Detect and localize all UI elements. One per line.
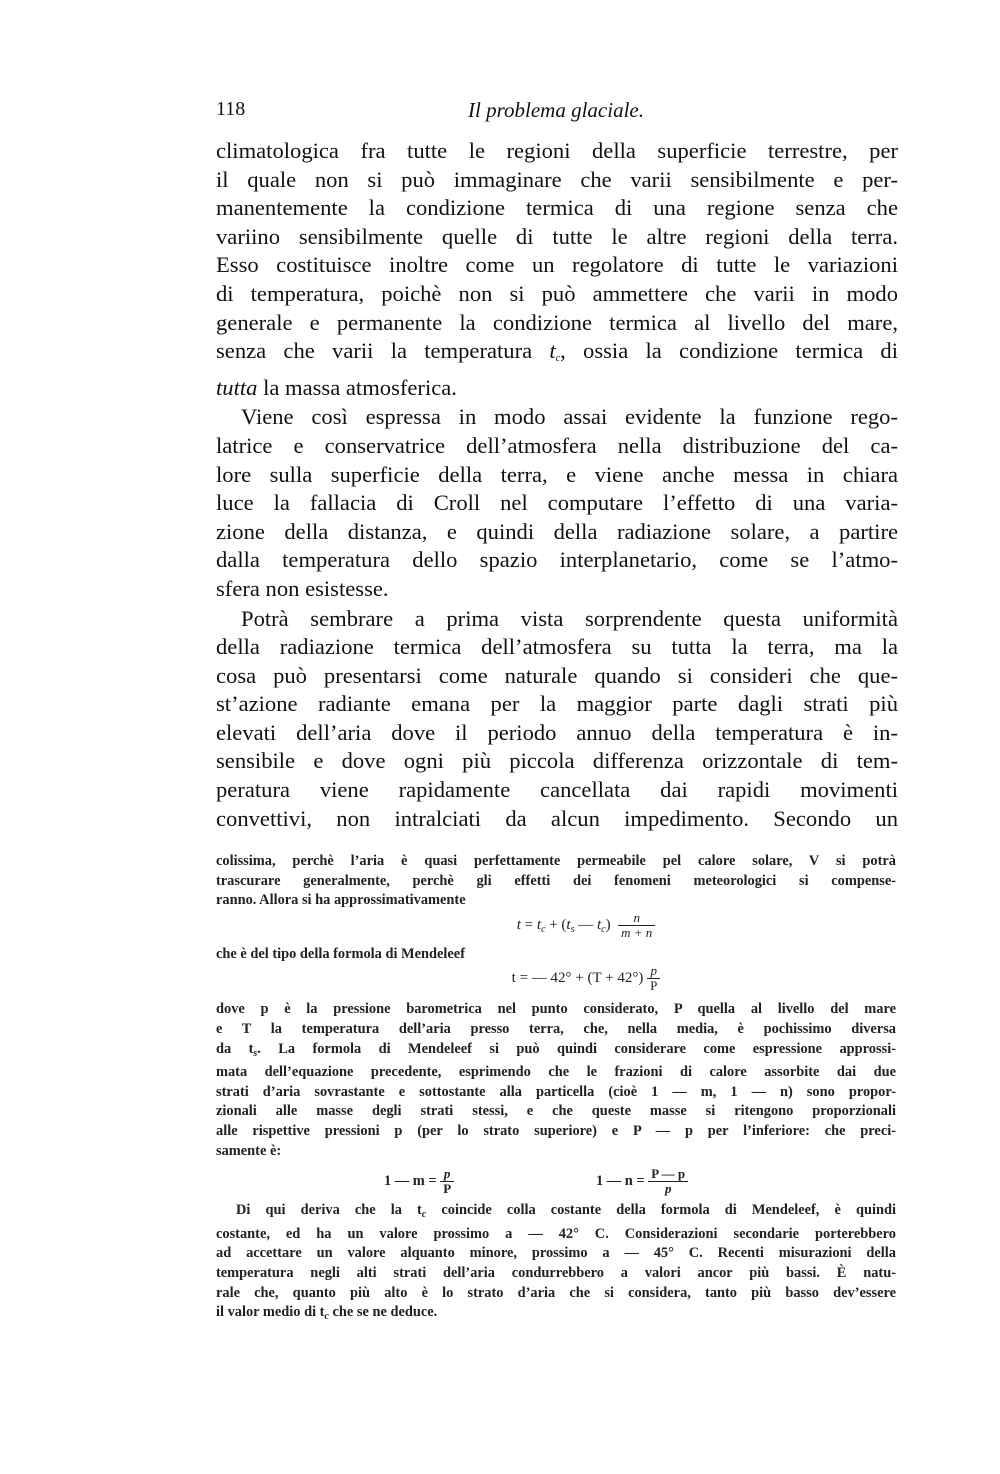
text-line: dalla temperatura dello spazio interplanetario, come se l’atmo- xyxy=(216,547,898,573)
text-line: peratura viene rapidamente cancellata dai rapidi movimenti xyxy=(216,777,898,803)
footnote-line: trascurare generalmente, perchè gli effetti dei fenomeni meteorologici si compense- xyxy=(216,872,896,889)
text-line: il quale non si può immaginare che varii sensibilmente e per- xyxy=(216,166,898,192)
text-line: Viene così espressa in modo assai evidente la funzione rego- xyxy=(241,404,898,430)
subscript: s xyxy=(253,1047,258,1059)
emphasis: tutta xyxy=(216,374,258,400)
text-fragment: Di qui deriva che la t xyxy=(236,1202,422,1219)
footnote-line: samente è: xyxy=(216,1142,282,1159)
footnote-line: strati d’aria sovrastante e sottostante alla particella (cioè 1 — m, 1 — n) sono propor- xyxy=(216,1083,896,1100)
formula-term: t xyxy=(516,916,521,933)
text-line: st’azione radiante emana per la maggior parte dagli strati più xyxy=(216,691,898,717)
formula-mendeleef xyxy=(216,964,896,1000)
footnote-line: ranno. Allora si ha approssimativamente xyxy=(216,892,466,909)
denominator: m + n xyxy=(618,925,655,940)
footnote-line: costante, ed ha un valore prossimo a — 42° C. Considerazioni secondarie porterebbero xyxy=(216,1225,896,1242)
text-fragment: . La formola di Mendeleef si può quindi considerare come espressione approssi- xyxy=(257,1040,896,1057)
text-line: di temperatura, poichè non si può ammettere che varii in modo xyxy=(216,280,898,306)
text-line xyxy=(216,337,898,374)
footnote-line: zionali alle masse degli strati stessi, e che queste masse si ritengono proporzionali xyxy=(216,1103,896,1120)
subscript: c xyxy=(601,923,606,935)
text-line: climatologica fra tutte le regioni della superficie terrestre, per xyxy=(216,138,898,163)
text-line: generale e permanente la condizione termica al livello del mare, xyxy=(216,309,898,335)
text-line: cosa può presentarsi come naturale quando si consideri che que- xyxy=(216,662,898,688)
denominator: p xyxy=(648,1181,688,1196)
footnote-line xyxy=(216,1040,896,1064)
numerator: p xyxy=(650,963,657,979)
footnote-line xyxy=(216,1303,896,1327)
subscript: c xyxy=(324,1311,329,1323)
formula-lhs: t = — 42° + (T + 42°) xyxy=(511,970,644,987)
formula-temperature-profile: $t = t_c + (t_s$ — $t_c$) $\frac{n}{m + n}$ xyxy=(216,911,896,945)
footnote-line: rale che, quanto più alto è lo strato d’aria che si considera, tanto più basso dev’essere xyxy=(216,1284,896,1301)
denominator: P xyxy=(440,1181,454,1196)
text-line: manentemente la condizione termica di una regione senza che xyxy=(216,195,898,221)
footnote-line: ad accettare un valore alquanto minore, prossimo a — 45° C. Recenti misurazioni della xyxy=(216,1245,896,1262)
paragraph-3 xyxy=(216,605,898,834)
subscript: c xyxy=(555,353,561,365)
fraction xyxy=(648,1167,688,1196)
footnote-line: che è del tipo della formola di Mendeleef xyxy=(216,945,465,962)
footnote-line: mata dell’equazione precedente, esprimendo che le frazioni di calore assorbite dai due xyxy=(216,1064,896,1081)
text-fragment: la massa atmosferica. xyxy=(257,374,457,400)
page-number: 118 xyxy=(216,98,246,120)
subscript: c xyxy=(541,923,546,935)
text-line: variino sensibilmente quelle di tutte le altre regioni della terra. xyxy=(216,223,898,249)
text-line: convettivi, non intralciati da alcun impedimento. Secondo un xyxy=(216,805,898,831)
footnote-line: e T la temperatura dell’aria presso terra, che, nella media, è pochissimo diversa xyxy=(216,1020,896,1037)
text-fragment: coincide colla costante della formola di Mendeleef, è quindi xyxy=(426,1202,896,1219)
fraction xyxy=(647,964,660,993)
main-text xyxy=(216,137,898,833)
text-fragment: che se ne deduce. xyxy=(328,1304,438,1321)
formula-1-minus-n xyxy=(596,1167,688,1196)
text-line: della radiazione termica dell’atmosfera su tutta la terra, ma la xyxy=(216,634,898,660)
paragraph-2 xyxy=(216,403,898,603)
text-line: luce la fallacia di Croll nel computare l’effetto di una varia- xyxy=(216,490,898,516)
text-line xyxy=(216,374,898,403)
footnote-line: colissima, perchè l’aria è quasi perfettamente permeabile pel calore solare, V si potrà xyxy=(216,853,896,869)
text-fragment: , ossia la condizione termica di xyxy=(560,338,898,364)
math-var: $t_c$ xyxy=(549,338,561,365)
formula-lhs: 1 — n = xyxy=(596,1172,645,1189)
formula-pair xyxy=(216,1161,896,1201)
text-line: zione della distanza, e quindi della radiazione solare, a partire xyxy=(216,518,898,544)
text-line: lore sulla superficie della terra, e viene anche messa in chiara xyxy=(216,461,898,487)
subscript: s xyxy=(570,923,575,935)
footnote-line: temperatura negli alti strati dell’aria condurrebbero a valori ancor più bassi. È natu- xyxy=(216,1264,896,1281)
numerator: n xyxy=(633,909,640,925)
footnote xyxy=(216,852,896,1327)
denominator: P xyxy=(647,978,660,993)
page-header xyxy=(216,98,896,128)
numerator: p xyxy=(443,1166,451,1182)
paragraph-1 xyxy=(216,137,898,402)
fraction xyxy=(618,911,655,940)
text-fragment: da t xyxy=(216,1040,254,1057)
footnote-line: alle rispettive pressioni p (per lo strato superiore) e P — p per l’inferiore: che preci- xyxy=(216,1122,896,1139)
fraction xyxy=(440,1167,454,1196)
text-line: Esso costituisce inoltre come un regolatore di tutte le variazioni xyxy=(216,252,898,278)
text-fragment: il valor medio di t xyxy=(216,1304,325,1321)
text-line: sfera non esistesse. xyxy=(216,575,389,601)
running-title: Il problema glaciale. xyxy=(468,98,644,122)
text-line: sensibile e dove ogni più piccola differenza orizzontale di tem- xyxy=(216,748,898,774)
footnote-line: dove p è la pressione barometrica nel punto considerato, P quella al livello del mare xyxy=(216,1001,896,1018)
footnote-line xyxy=(216,1201,896,1225)
formula-1-minus-m xyxy=(384,1167,454,1196)
text-line: Potrà sembrare a prima vista sorprendente questa uniformità xyxy=(241,605,898,631)
subscript: c xyxy=(421,1209,427,1221)
text-line: latrice e conservatrice dell’atmosfera nella distribuzione del ca- xyxy=(216,432,898,458)
text-line: elevati dell’aria dove il periodo annuo della temperatura è in- xyxy=(216,719,898,745)
formula-lhs: 1 — m = xyxy=(384,1172,437,1189)
numerator: P — p xyxy=(651,1166,686,1182)
text-fragment: senza che varii la temperatura xyxy=(216,338,533,364)
